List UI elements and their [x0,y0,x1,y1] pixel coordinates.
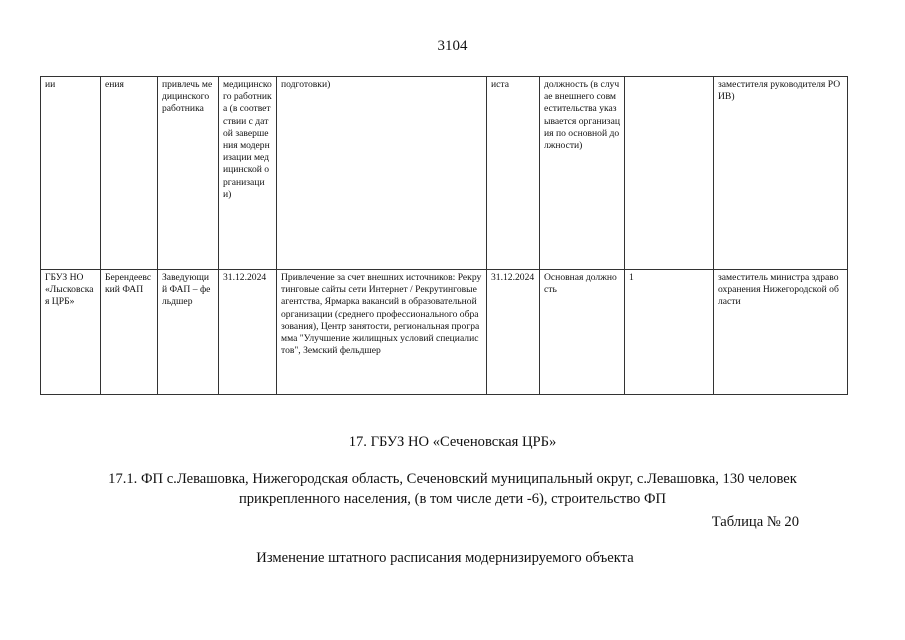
table-cell: Привлечение за счет внешних источников: Рекрутинговые сайты сети Интернет / Рекрутинговые агентства, Ярмарка вакансий в образовательной организации (среднего профессионального образования), Центр занятости, региональная программа "Улучшение жилищных условий специалистов", Земский фельдшер [277,270,487,395]
table-label: Таблица № 20 [711,514,799,530]
table-cell: Заведующий ФАП – фельдшер [158,270,219,395]
table-cell: Основная должность [540,270,625,395]
subsection-heading: 17.1. ФП с.Левашовка, Нижегородская область, Сеченовский муниципальный округ, с.Левашовка, 130 человек прикрепленного населения, (в том числе дети -6), строительство ФП [108,471,797,507]
table-cell: медицинского работника (в соответствии с датой завершения модернизации медицинской организации) [219,77,277,270]
table-cell: иста [487,77,540,270]
table-cell: ения [101,77,158,270]
table-cell: 31.12.2024 [487,270,540,395]
table-cell: должность (в случае внешнего совместительства указывается организация по основной должности) [540,77,625,270]
table-cell: подготовки) [277,77,487,270]
page-number: 3104 [437,38,468,54]
table-cell: заместителя руководителя РОИВ) [714,77,848,270]
staffing-table [40,76,848,395]
table-cell: 1 [625,270,714,395]
table-cell: привлечь медицинского работника [158,77,219,270]
table-cell: ГБУЗ НО «Лысковская ЦРБ» [41,270,101,395]
table-cell: заместитель министра здравоохранения Нижегородской области [714,270,848,395]
section-title: 17. ГБУЗ НО «Сеченовская ЦРБ» [348,434,557,450]
staffing-change-title: Изменение штатного расписания модернизируемого объекта [256,550,634,566]
table-row [41,270,848,395]
table-row [41,77,848,270]
table-cell: ии [41,77,101,270]
table-cell: 31.12.2024 [219,270,277,395]
table-cell: Берендеевский ФАП [101,270,158,395]
table-cell [625,77,714,270]
